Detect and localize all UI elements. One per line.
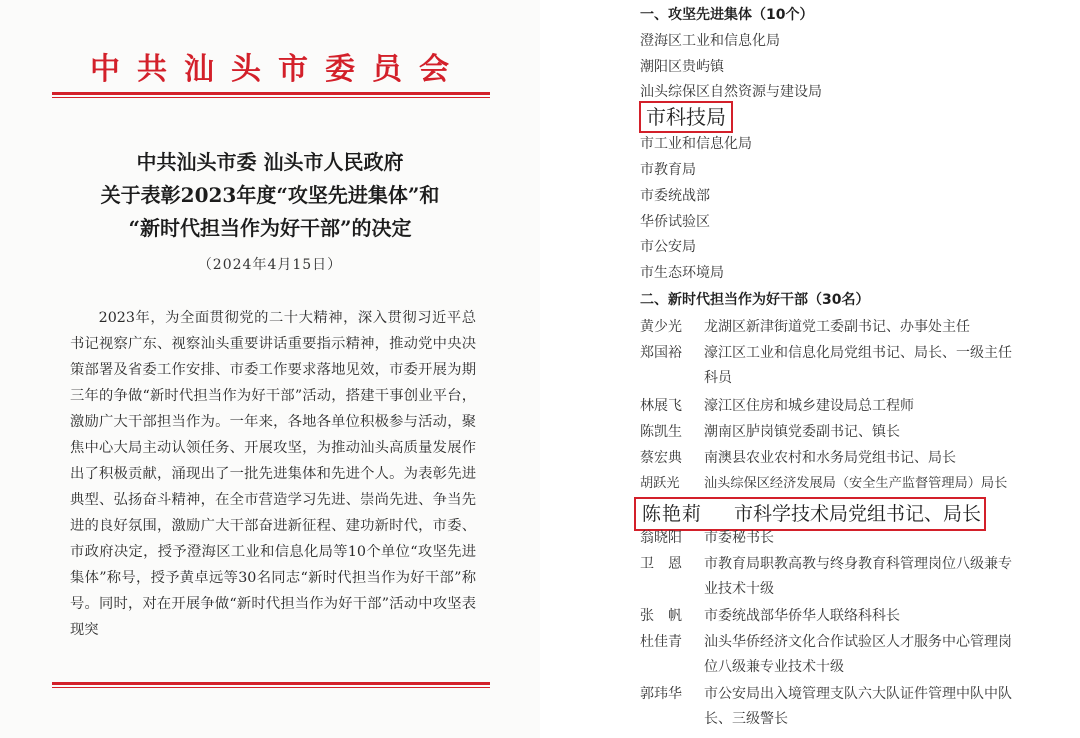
unit-item: 市公安局 <box>640 239 696 255</box>
cadre-position: 濠江区工业和信息化局党组书记、局长、一级主任科员 <box>704 345 1012 386</box>
cadre-name: 郑国裕 <box>640 345 682 361</box>
cadre-name: 蔡宏典 <box>640 450 682 466</box>
cadre-name: 黄少光 <box>640 319 682 335</box>
cadre-position: 市公安局出入境管理支队六大队证件管理中队中队长、三级警长 <box>704 686 1012 727</box>
cadre-name: 陈艳莉 <box>642 503 703 525</box>
cadre-row <box>640 315 1020 340</box>
org-header-title: 中共汕头市委员会 <box>90 52 466 87</box>
cadre-position: 市委统战部华侨华人联络科科长 <box>704 608 900 624</box>
cadre-row <box>640 394 1020 419</box>
unit-item: 市教育局 <box>640 162 696 178</box>
body-paragraph: 2023年，为全面贯彻党的二十大精神，深入贯彻习近平总书记视察广东、视察汕头重要讲话重要指示精神，推动党中央决策部署及省委工作安排、市委工作要求落地见效，市委开展为期三年的争做“新时代担当作为好干部”活动，搭建干事创业平台，激励广大干部担当作为。一年来，各地各单位积极参与活动，聚焦中心大局主动认领任务、开展攻坚，为推动汕头高质量发展作出了积极贡献，涌现出了一批先进集体和先进个人。为表彰先进典型、弘扬奋斗精神，在全市营造学习先进、崇尚先进、争当先进的良好氛围，激励广大干部奋进新征程、建功新时代，市委、市政府决定，授予澄海区工业和信息化局等10个单位“攻坚先进集体”称号，授予黄卓远等30名同志“新时代担当作为好干部”称号。同时，对在开展争做“新时代担当作为好干部”活动中攻坚表现突 <box>70 310 476 638</box>
doc-title-line-2: 关于表彰2023年度“攻坚先进集体”和 <box>100 183 440 207</box>
unit-item: 潮阳区贵屿镇 <box>640 59 724 75</box>
cadre-row <box>640 552 1020 602</box>
cadre-position: 市科学技术局党组书记、局长 <box>734 503 982 525</box>
cadre-row <box>640 630 1020 680</box>
unit-item-highlighted: 市科技局 <box>639 101 733 133</box>
cadre-row <box>640 341 1020 391</box>
cadre-name: 胡跃光 <box>640 476 680 491</box>
cadre-name: 翁晓阳 <box>640 530 682 546</box>
cadre-position: 龙湖区新津街道党工委副书记、办事处主任 <box>704 319 970 335</box>
cadre-position: 汕头华侨经济文化合作试验区人才服务中心管理岗位八级兼专业技术十级 <box>704 634 1012 675</box>
cadre-row <box>640 420 1020 445</box>
cadre-row <box>640 682 1020 732</box>
cadre-name: 卫 恩 <box>640 556 682 572</box>
unit-item: 市工业和信息化局 <box>640 136 752 152</box>
cadre-position: 市教育局职教高教与终身教育科管理岗位八级兼专业技术十级 <box>704 556 1012 597</box>
body-text <box>70 305 476 643</box>
cadre-position: 南澳县农业农村和水务局党组书记、局长 <box>704 450 956 466</box>
bottom-red-rule <box>52 682 490 688</box>
section-collectives-title: 一、攻坚先进集体（10个） <box>640 7 814 23</box>
unit-item: 市生态环境局 <box>640 265 724 281</box>
cadre-row <box>640 604 1020 629</box>
cadre-name: 林展飞 <box>640 398 682 414</box>
cadre-row <box>640 471 1020 496</box>
cadre-position: 汕头综保区经济发展局（安全生产监督管理局）局长 <box>704 476 1008 491</box>
unit-item: 市委统战部 <box>640 188 710 204</box>
cadre-name: 杜佳青 <box>640 634 682 650</box>
cadre-row <box>640 446 1020 471</box>
unit-item: 汕头综保区自然资源与建设局 <box>640 84 822 100</box>
doc-title-line-1: 中共汕头市委 汕头市人民政府 <box>136 150 404 174</box>
cadre-row <box>640 526 1020 551</box>
cadre-position: 濠江区住房和城乡建设局总工程师 <box>704 398 914 414</box>
section-cadres-title: 二、新时代担当作为好干部（30名） <box>640 292 870 308</box>
right-list-page <box>540 0 1080 738</box>
doc-date: （2024年4月15日） <box>197 257 343 273</box>
cadre-name: 张 帆 <box>640 608 682 624</box>
cadre-name: 陈凯生 <box>640 424 682 440</box>
unit-item: 澄海区工业和信息化局 <box>640 33 780 49</box>
cadre-name: 郭玮华 <box>640 686 682 702</box>
unit-item: 华侨试验区 <box>640 214 710 230</box>
doc-title-line-3: “新时代担当作为好干部”的决定 <box>128 216 412 240</box>
cadre-position: 市委秘书长 <box>704 530 774 546</box>
top-red-rule <box>52 92 490 98</box>
cadre-position: 潮南区胪岗镇党委副书记、镇长 <box>704 424 900 440</box>
